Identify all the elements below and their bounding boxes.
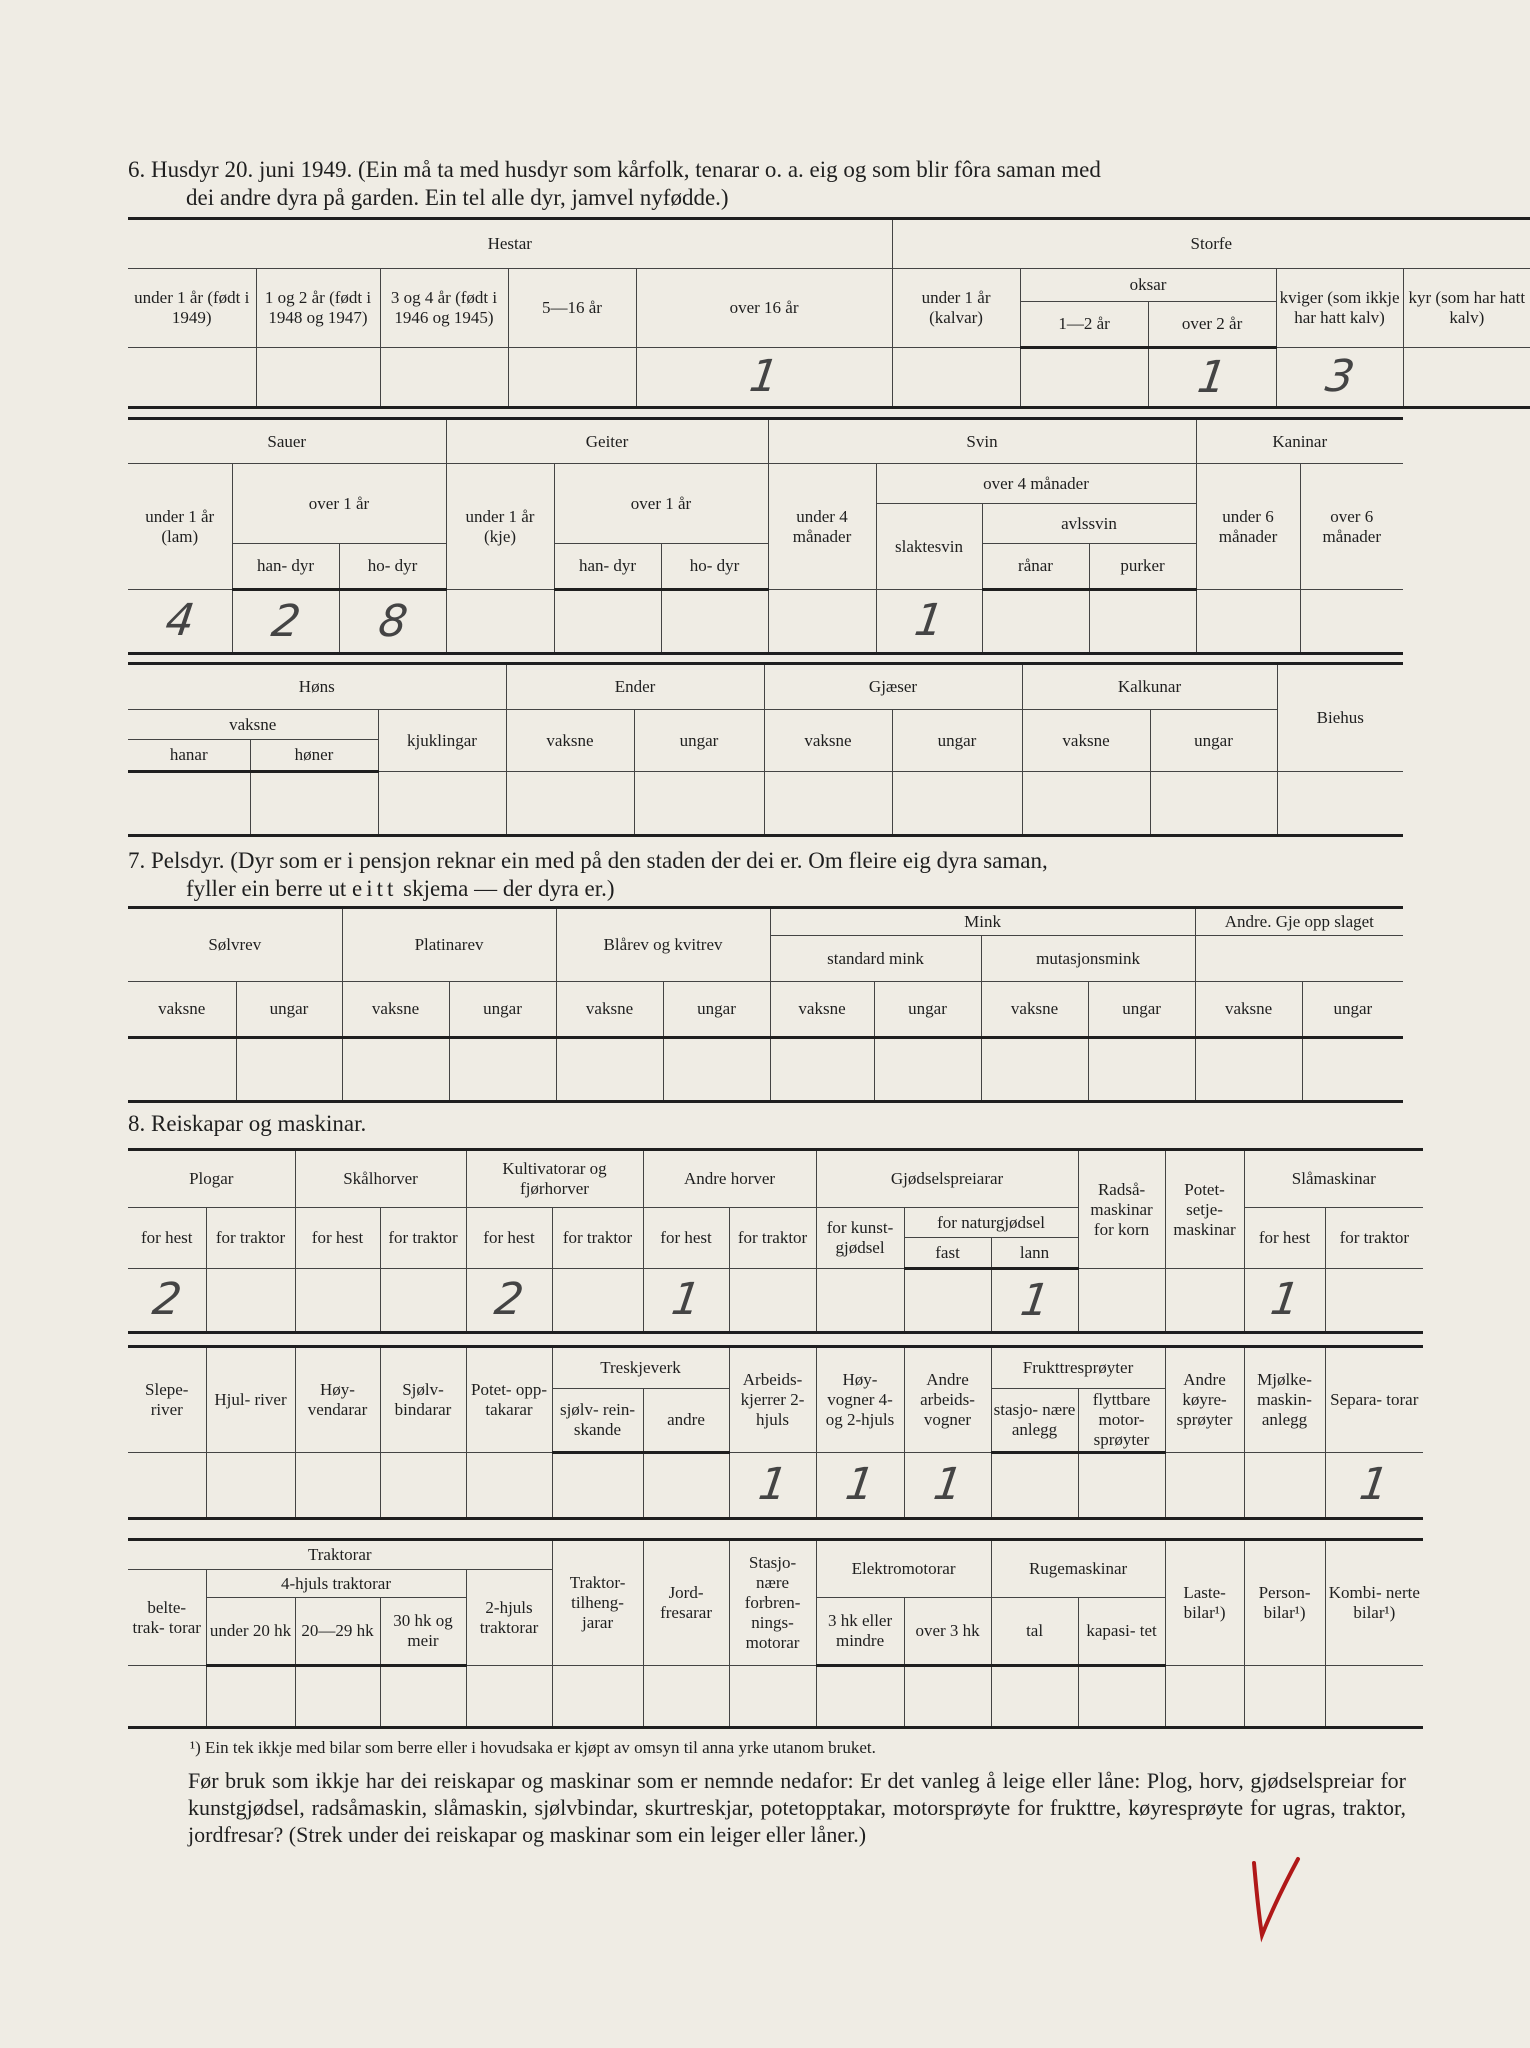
section-7-title: 7. Pelsdyr. (Dyr som er i pensjon reknar ein med på den staden der dei er. Om fleire eig dyra saman, fyller ein berre ut eitt skjema — der dyra er.) <box>128 848 1048 901</box>
value-andre-horver-hest: 1 <box>668 1274 704 1325</box>
storfe-header: Storfe <box>892 219 1530 269</box>
value-kultivator-hest: 2 <box>491 1274 527 1325</box>
value-over-16: 1 <box>746 351 782 402</box>
value-kyr: 3 <box>1322 351 1358 402</box>
value-hodyr: 8 <box>374 595 411 647</box>
check-mark-icon <box>1248 1855 1304 1945</box>
value-arbeidskjerrer: 1 <box>754 1459 791 1510</box>
reiskapar-table-1: Plogar Skålhorver Kultivatorar og fjørhorver Andre horver Gjødselspreiarar Radså- maskinar for korn Potet- setje- maskinar Slåmaskinar for hest for traktor for hest for traktor for hest for traktor for hest for traktor for kunst- gjødsel for naturgjødsel for hest for traktor fast lann 2 2 1 1 1 <box>128 1148 1423 1334</box>
value-slaktesvin: 1 <box>911 595 947 646</box>
value-gjodsel-lann: 1 <box>1017 1274 1053 1326</box>
value-plog-hest: 2 <box>149 1274 185 1325</box>
value-slaamaskin-hest: 1 <box>1267 1274 1303 1325</box>
hestar-storfe-table: Hestar Storfe under 1 år (født i 1949) 1 og 2 år (født i 1948 og 1947) 3 og 4 år (født i 1946 og 1945) 5—16 år over 16 år under 1 år (kalvar) oksar kviger (som ikkje har hatt kalv) kyr (som har hatt kalv) 1—2 år over 2 år 1 1 3 <box>128 217 1530 409</box>
reiskapar-table-2: Slepe- river Hjul- river Høy- vendarar Sjølv- bindarar Potet- opp- takarar Treskjeverk Arbeids- kjerrer 2-hjuls Høy- vogner 4- og 2-hjuls Andre arbeids- vogner Frukttresprøyter Andre køyre- sprøyter Mjølke- maskin- anlegg Separa- torar sjølv- rein- skande andre stasjo- nære anlegg flyttbare motor- sprøyter 1 1 1 1 <box>128 1345 1423 1520</box>
sauer-geiter-svin-table: Sauer Geiter Svin Kaninar under 1 år (lam) over 1 år under 1 år (kje) over 1 år under 4 månader over 4 månader under 6 månader over 6 månader slaktesvin avlssvin han- dyr ho- dyr han- dyr ho- dyr rånar purker 4 2 8 1 <box>128 417 1403 655</box>
fjorfe-table: Høns Ender Gjæser Kalkunar Biehus vaksne kjuklingar vaksne ungar vaksne ungar vaksne ungar hanar høner <box>128 662 1403 837</box>
pelsdyr-table: Sølvrev Platinarev Blårev og kvitrev Mink Andre. Gje opp slaget standard mink mutasjonsmink vaksne ungar vaksne ungar vaksne ungar vaksne ungar vaksne ungar vaksne ungar <box>128 906 1403 1103</box>
value-andre-arbeidsvogner: 1 <box>929 1459 966 1510</box>
hestar-header: Hestar <box>128 219 892 269</box>
value-kviger: 1 <box>1194 351 1230 403</box>
value-handyr: 2 <box>267 595 304 647</box>
value-hoyvogner: 1 <box>842 1459 878 1510</box>
closing-question: Før bruk som ikkje har dei reiskapar og maskinar som er nemnde nedafor: Er det vanleg å leige eller låne: Plog, horv, gjødselspreiar for kunstgjødsel, radsåmaskin, slåmaskin, sjølvbindar, skurtreskjar, potetopptakar, motorsprøyte for frukttre, køyresprøyte for ugras, traktor, jordfresar? (Strek under dei reiskapar og maskinar som ein leiger eller låner.) <box>188 1768 1406 1847</box>
value-lam: 4 <box>162 595 198 646</box>
section-6-title: 6. Husdyr 20. juni 1949. (Ein må ta med husdyr som kårfolk, tenarar o. a. eig og som blir fôra saman med dei andre dyra på garden. Ein tel alle dyr, jamvel nyfødde.) <box>128 157 1101 210</box>
section-8-title: 8. Reiskapar og maskinar. <box>128 1111 367 1136</box>
value-separatorar: 1 <box>1356 1459 1392 1510</box>
footnote: ¹) Ein tek ikkje med bilar som berre eller i hovudsaka er kjøpt av omsyn til anna yrke utanom bruket. <box>190 1738 876 1757</box>
reiskapar-table-3: Traktorar Traktor- tilheng- jarar Jord- fresarar Stasjo- nære forbren- nings- motorar Elektromotorar Rugemaskinar Laste- bilar¹) Person- bilar¹) Kombi- nerte bilar¹) belte- trak- torar 4-hjuls traktorar 2-hjuls traktorar under 20 hk 20—29 hk 30 hk og meir 3 hk eller mindre over 3 hk tal kapasi- tet <box>128 1538 1423 1729</box>
red-check-mark <box>1248 1855 1304 1950</box>
